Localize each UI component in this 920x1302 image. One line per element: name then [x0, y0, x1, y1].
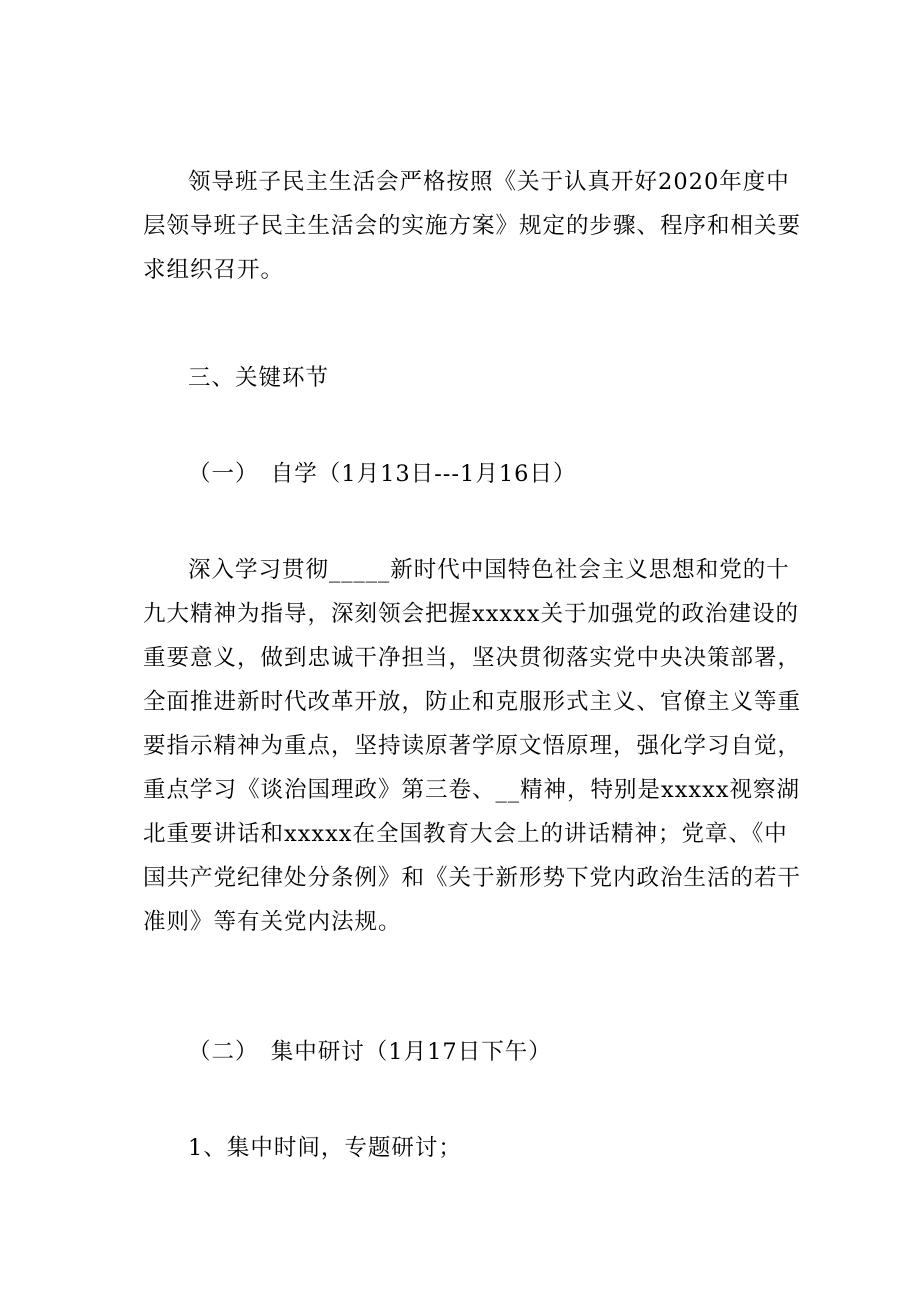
section-heading-key-steps — [143, 356, 793, 400]
text-line: 层领导班子民主生活会的实施方案》规定的步骤、程序和相关要 — [143, 213, 802, 239]
text-line: 重点学习《谈治国理政》第三卷、__精神，特别是xxxxx视察湖 — [143, 777, 800, 803]
text-line: 北重要讲话和xxxxx在全国教育大会上的讲话精神；党章、《中 — [143, 821, 788, 847]
subsection-heading: （二） 集中研讨（1月17日下午） — [188, 1039, 552, 1065]
text-line: 全面推进新时代改革开放，防止和克服形式主义、官僚主义等重 — [143, 689, 802, 715]
text-line: 深入学习贯彻_____新时代中国特色社会主义思想和党的十 — [188, 557, 790, 583]
text-line: 准则》等有关党内法规。 — [143, 909, 402, 935]
text-line: 要指示精神为重点，坚持读原著学原文悟原理，强化学习自觉， — [143, 733, 802, 759]
text-line: 求组织召开。 — [143, 257, 285, 283]
text-line: 重要意义，做到忠诚干净担当，坚决贯彻落实党中央决策部署， — [143, 645, 802, 671]
section-heading: 三、关键环节 — [188, 365, 330, 391]
paragraph-discussion-item — [143, 1126, 793, 1170]
text-line: 国共产党纪律处分条例》和《关于新形势下党内政治生活的若干 — [143, 865, 802, 891]
text-line: 领导班子民主生活会严格按照《关于认真开好2020年度中 — [188, 169, 790, 195]
list-item: 1、集中时间，专题研讨； — [188, 1135, 462, 1161]
subheading-self-study — [143, 452, 793, 496]
text-line: 九大精神为指导，深刻领会把握xxxxx关于加强党的政治建设的 — [143, 601, 799, 627]
subsection-heading: （一） 自学（1月13日---1月16日） — [188, 461, 577, 487]
subheading-group-discussion — [143, 1030, 793, 1074]
paragraph-self-study — [143, 548, 802, 944]
paragraph-meeting-method — [143, 160, 802, 292]
